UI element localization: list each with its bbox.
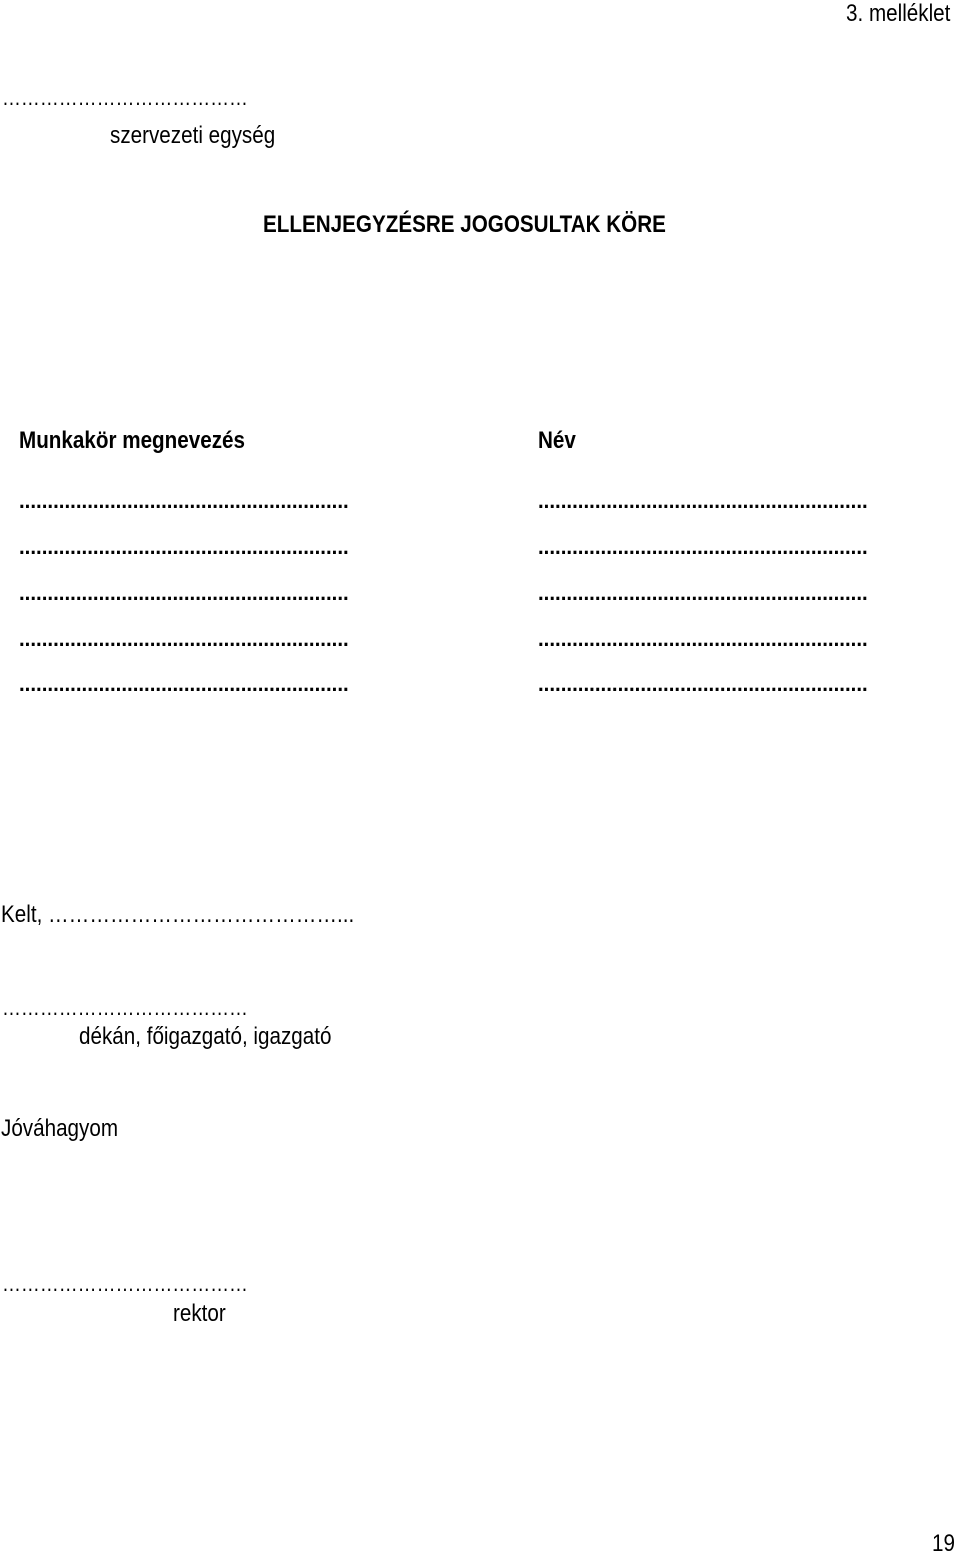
dean-label: dékán, főigazgató, igazgató (79, 1023, 332, 1050)
unit-label: szervezeti egység (110, 122, 276, 149)
date-line: Kelt, ……………………………………... (1, 901, 355, 928)
page-number: 19 (932, 1530, 955, 1557)
approval-label: Jóváhagyom (1, 1115, 119, 1142)
rector-label: rektor (173, 1300, 226, 1327)
unit-signature-line: ………………………………… (2, 85, 248, 110)
dean-signature-line: ………………………………… (2, 995, 248, 1020)
position-line-5: .......................................................... (19, 671, 349, 696)
name-column-header: Név (538, 427, 576, 454)
position-line-2: .......................................................... (19, 534, 349, 559)
position-line-1: .......................................................... (19, 488, 349, 513)
annex-label: 3. melléklet (846, 0, 951, 27)
name-line-5: .......................................................... (538, 671, 868, 696)
rector-signature-line: ………………………………… (2, 1271, 248, 1296)
position-line-3: .......................................................... (19, 580, 349, 605)
name-line-3: .......................................................... (538, 580, 868, 605)
position-line-4: .......................................................... (19, 626, 349, 651)
name-line-4: .......................................................... (538, 626, 868, 651)
name-line-2: .......................................................... (538, 534, 868, 559)
position-column-header: Munkakör megnevezés (19, 427, 245, 454)
name-line-1: .......................................................... (538, 488, 868, 513)
document-title: ELLENJEGYZÉSRE JOGOSULTAK KÖRE (263, 211, 666, 238)
